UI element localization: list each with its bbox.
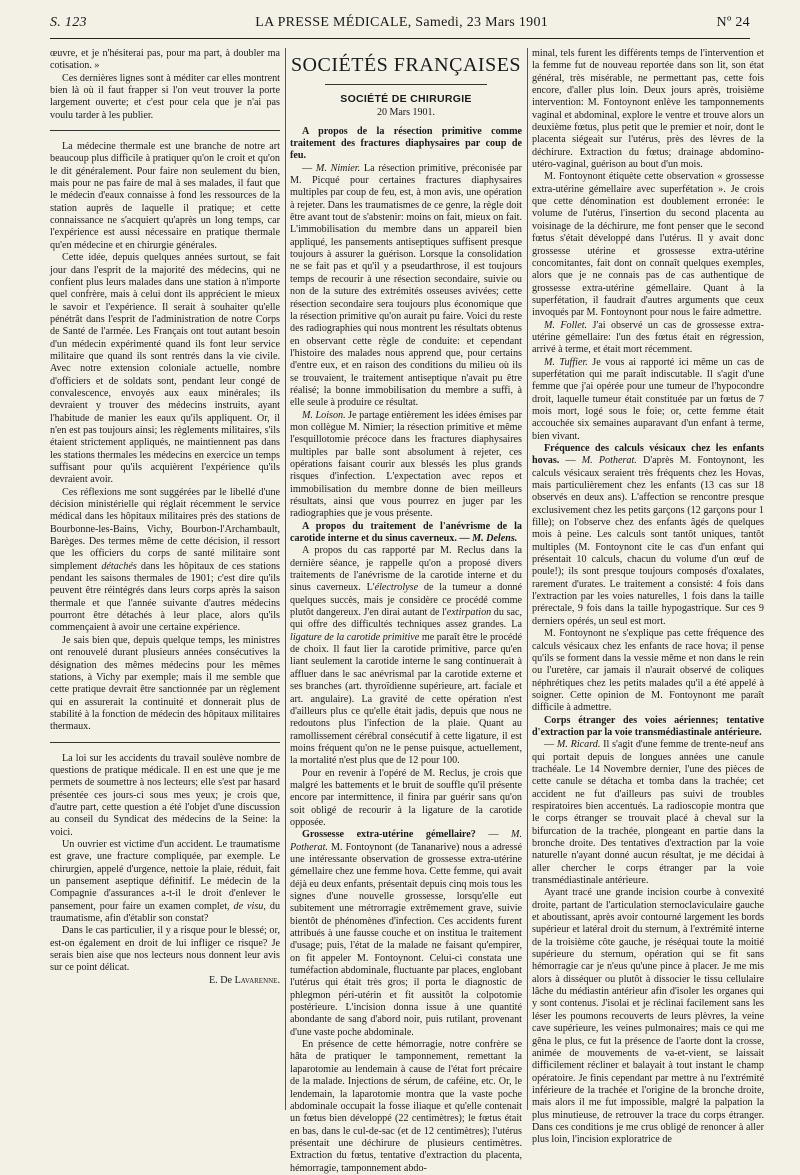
page-header <box>50 12 750 34</box>
paragraph: œuvre, et je n'hésiterai pas, pour ma part, à doubler ma cotisation. » <box>50 48 280 72</box>
paragraph: Ces réflexions me sont suggérées par le libellé d'une décision ministérielle qui réglait récemment le service médical dans les hôpitaux militaires près des stations de Bourbonne-les-Bains, Vichy, Bourbon-l'Archambault, Barèges. Des termes même de cette décision, il ressort que les officiers du corps de santé militaire sont simplement détachés dans les hôpitaux de ces stations pendant les saisons thermales de 1901; c'est dire qu'ils peuvent être réintégrés dans leurs corps après la saison thermale et que l'année suivante d'autres médecins pourront être détachés à leur place, alors qu'ils commençaient à avoir une certaine expérience. <box>50 486 280 634</box>
article-title: A propos du traitement de l'anévrisme de la carotide interne et du sinus caverneux. — M. Delens. <box>290 520 522 545</box>
paragraph: Pour en revenir à l'opéré de M. Reclus, je crois que malgré les battements et le bruit de souffle qu'il présente encore par intermittence, il finira par guérir sans qu'on soit obligé de recourir à la ligature de la carotide opposée. <box>290 767 522 828</box>
section-title: SOCIÉTÉS FRANÇAISES <box>290 54 522 76</box>
column-left <box>50 48 280 1175</box>
paragraph: — M. Ricard. Il s'agit d'une femme de trente-neuf ans qui portait depuis de longues années une canule trachéale. Le 14 Novembre dernier, l'une des pièces de cette canule se détacha et tomba dans la trachée; cet accident ne fut d'ailleurs pas suivi de troubles respiratoires bien accentués. La radioscopie montra que le corps étranger se trouvait placé à cheval sur la bifurcation de la trachée, plongeant en partie dans la bronche droite. Des tentatives d'extraction par la voie naturelle n'ayant donné aucun résultat, je me décidai à aller chercher le corps étranger par la voie transmédiastinale antérieure. <box>532 739 764 887</box>
article-title: A propos de la résection primitive comme traitement des fractures diaphysaires par coup de feu. <box>290 125 522 162</box>
section-title-rule <box>325 84 487 85</box>
paragraph: Ayant tracé une grande incision courbe à convexité droite, partant de l'articulation sternoclaviculaire gauche et aboutissant, après avoir contourné largement les bords supérieur et latéral droit du sternum, à l'extrémité interne de la troisième côte gauche, je réséquai toute la moitié supérieure du sternum, opération qui se fit sans hémorragie car je n'eus qu'une pince à placer. Je me mis alors à disséquer ou plutôt à dissocier le tissu cellulaire lâche du médiastin antérieur afin d'isoler les organes qui y sont contenus. J'isolai et je réclinai facilement sans les léser les poumons recouverts de leurs plèvres, la veine cave supérieure, les veines pulmonaires; mais ce qui me gêna le plus, ce fut la présence de l'aorte dont la crosse, animée de mouvements de va-et-vient, se laissait difficilement récliner et balayait à tout instant le champ opératoire. Je finis cependant par mettre à nu l'extrémité inférieure de la trachée et l'origine de la bronche droite, mais alors il me fut impossible, malgré la palpation la plus minutieuse, de retrouver la trace du corps étranger. Dans ces conditions je me crus obligé de renoncer à aller plus loin, l'incision exploratrice de <box>532 887 764 1146</box>
paragraph: Cette idée, depuis quelques années surtout, se fait jour dans l'esprit de la majorité des médecins, qui ne confient plus leurs malades dans une station à n'importe quel confrère, mais à celui dont ils apprécient le mieux le savoir et l'expérience. Il serait à souhaiter qu'elle pénétrât dans l'esprit de l'administration de notre Corps de Santé de l'armée. Les Français ont tout autant besoin d'un médecin expérimenté quand ils font leur service militaire que quand ils sont rentrés dans la vie civile. Avec notre extension coloniale actuelle, nombre d'officiers et de soldats sont, pendant leur congé de convalescence, envoyés aux eaux minérales; ils devraient y trouver des médecins instruits, ayant l'habitude de manier les eaux qu'ils appliquent. Or, il n'en est pas toujours ainsi; les règlements militaires, s'ils étaient strictement appliqués, ne maintiennent pas dans les stations thermales les médecins en exercice un temps suffisant pour qu'ils acquièrent l'expérience qu'ils devraient avoir. <box>50 252 280 486</box>
journal-title: LA PRESSE MÉDICALE, Samedi, 23 Mars 1901 <box>255 15 549 30</box>
paragraph: Dans le cas particulier, il y a risque pour le blessé; or, est-on également en droit de lui infliger ce risque? Je serais bien aise que nos lecteurs nous donnent leur avis sur ce point délicat. <box>50 925 280 974</box>
article-paragraph: Fréquence des calculs vésicaux chez les enfants hovas. — M. Potherat. D'après M. Fontoynont, les calculs vésicaux seraient très fréquents chez les Hovas, mais particulièrement chez les enfants (13 cas sur 18 observés en deux ans). L'affection se rencontre presque exclusivement chez les petits garçons (12 garçons pour 1 fille); on l'observe chez des enfants âgés de quelques mois à peine. Les calculs sont tantôt uniques, tantôt multiples (M. Fontoynont cite le cas d'un enfant qui présentait 10 calculs, chacun du volume d'un œuf de poule!); ils sont presque toujours composés d'oxalates, rarement d'urates. Le traitement a consisté: 4 fois dans l'extraction par les voies naturelles, 1 fois dans la taille prérectale, 9 fois dans la taille hypogastrique. Sur ces 9 derniers opérés, un seul est mort. <box>532 443 764 627</box>
session-date: 20 Mars 1901. <box>376 107 436 119</box>
paragraph: En présence de cette hémorragie, notre confrère se hâta de pratiquer le tamponnement, remettant la laparotomie au lendemain à cause de l'état fort précaire de la malade. Injections de sérum, de caféine, etc. Or, le lendemain, la laparotomie montra que la vaste poche abdominale occupait la fosse iliaque et qu'elle contenait un fœtus bien développé (22 centimètres); le fœtus était en bas, dans le cul-de-sac (et de 12 centimètres); l'utérus présentait une déchirure de plusieurs centimètres. Extraction du fœtus, tentative d'extraction du placenta, hémorragie, tamponnement abdo- <box>290 1039 522 1174</box>
section-divider <box>50 742 280 743</box>
paragraph: M. Tuffier. Je vous ai rapporté ici même un cas de superfétation qui me paraît indiscutable. Il s'agit d'une femme que j'ai opérée pour une tumeur de l'hypocondre droit, laquelle tumeur était constituée par un fœtus de 7 mois mort, logé sous le foie; or, cette femme était accouchée six semaines auparavant d'un enfant à terme, bien vivant. <box>532 356 764 442</box>
paragraph: A propos du cas rapporté par M. Reclus dans la dernière séance, je rappelle qu'on a proposé divers traitements de l'anévrisme de la carotide interne et du sinus caverneux. L'électrolyse de la tumeur a donné quelques succès, mais je considère ce procédé comme plutôt dangereux. J'en dirai autant de l'extirpation du sac, qui offre des difficultés techniques assez grandes. La ligature de la carotide primitive me paraît être le procédé de choix. Il faut lier la carotide primitive, parce qu'en liant seulement la carotide interne le sang continuerait à affluer dans le sac anévrismal par la carotide externe et ses branches (art. thyroïdienne supérieure, art. faciale et art. angulaire). La gravité de cette opération n'est d'ailleurs plus ce qu'elle était jadis, depuis que nous ne redoutons plus l'infection de la plaie. Quant au ramollissement cérébral consécutif à cette ligature, il est moins fréquent qu'on ne le pense puisque, actuellement, la mortalité n'est plus que de 12 pour 100. <box>290 545 522 767</box>
paragraph: Ces dernières lignes sont à méditer car elles montrent bien là où il faut frapper si l'on veut trouver la porte largement ouverte; et c'est pour cela que je n'ai pas voulu tarder à les publier. <box>50 72 280 121</box>
issue-number: Nº 24 <box>716 15 750 30</box>
paragraph: M. Follet. J'ai observé un cas de grossesse extra-utérine gémellaire: l'un des fœtus était en régression, arrivé à terme, et était mort récemment. <box>532 319 764 356</box>
header-rule <box>50 38 750 39</box>
article-paragraph: Grossesse extra-utérine gémellaire? — M. Potherat. M. Fontoynont (de Tananarive) nous a adressé une intéressante observation de grossesse extra-utérine gémellaire chez une femme hova. Cette femme, qui avait déjà eu deux enfants, présentait depuis cinq mois tous les signes d'une nouvelle grossesse, lorsqu'elle eut subitement une métrorragie extrêmement grave, suivie bientôt de phénomènes d'infection. Ces accidents furent attribués à une fausse couche et on institua le traitement d'usage; puis, l'état de la malade ne faisant qu'empirer, on fit appeler M. Fontoynont. Celui-ci constata une tuméfaction abdominale, fluctuante par places, englobant l'utérus qui était très gros; il porta le diagnostic de phlegmon péri-utérin et fit aussitôt la colpotomie postérieure. L'incision donna issue à une quantité abondante de sang d'abord noir, puis rutilant, provenant d'une vaste poche abdominale. <box>290 829 523 1038</box>
paragraph: La médecine thermale est une branche de notre art beaucoup plus difficile à pratiquer qu'on le croit et qu'on le dit généralement. Pour faire non seulement du bien, mais pour ne pas faire de mal à ses malades, il faut que le médecin d'eaux connaisse à fond les ressources de la station auprès de laquelle il pratique; et cette connaissance ne s'acquiert qu'après un long temps, car l'expérience est aussi nécessaire en pratique thermale qu'en médecine et en chirurgie générales. <box>50 141 280 251</box>
paragraph: La loi sur les accidents du travail soulève nombre de questions de pratique médicale. Il en est une que je me permets de soumettre à nos lecteurs; elle s'est par hasard présentée ces jours-ci sous mes yeux; je crois que, d'autre part, cette question a été l'objet d'une discussion au conseil du Syndicat des médecins de la Seine: la voici. <box>50 752 280 838</box>
paragraph: — M. Nimier. La résection primitive, préconisée par M. Picqué pour certaines fractures diaphysaires multiples par coup de feu, est, à mon avis, une opération à rejeter. Dans les traumatismes de ce genre, la règle doit être avant tout de s'abstenir: moins on fait, mieux on fait. L'immobilisation du membre dans un appareil bien appliqué, les pansements antiseptiques suffisent presque toujours à assurer la guérison. Lorsque la consolidation ne se fait pas et qu'il y a pseudarthrose, il est toujours temps de recourir à une résection secondaire, suivie ou non de la suture des extrémités osseuses avivées; cette résection secondaire sera toujours plus économique que la résection primitive qu'on aurait pu faire. Voici du reste des radiographies qui nous montrent les résultats obtenus en observant cette règle de conduite: et cependant l'histoire des malades nous apprend que, pour certains d'entre eux, et en raison des conditions du milieu où ils se trouvaient, le traitement antiseptique n'avait pu être réalisé; la bonne immobilisation du membre a suffi, à elle seule à produire ce résultat. <box>290 162 523 409</box>
paragraph: Un ouvrier est victime d'un accident. Le traumatisme est grave, une fracture compliquée, par exemple. Le chirurgien, appelé d'urgence, nettoie la plaie, réduit, fait un pansement aseptique définitif. Le médecin de la Compagnie d'assurances a-t-il le droit d'enlever le pansement, pour faire un examen complet, de visu, du traumatisme, afin d'établir son constat? <box>50 838 281 925</box>
paragraph: M. Loison. Je partage entièrement les idées émises par mon collègue M. Nimier; la résection primitive et même l'esquillotomie précoce dans les fractures diaphysaires multiples par balle sont absolument à rejeter, ces opérations faisant courir aux blessés les plus grands risques d'infection. L'expectation avec repos et immobilisation du membre donne de bien meilleurs résultats, ainsi que vous pourrez en juger par les radiographies que je vous présente. <box>290 409 522 520</box>
paragraph: Je sais bien que, depuis quelque temps, les ministres ont renouvelé durant plusieurs années consécutives la désignation des mêmes médecins pour les mêmes stations, à Vichy par exemple; mais il me semble que cette pratique devrait être sanctionnée par un règlement qui en assurerait la continuité et donnerait plus de stabilité à la fonction de médecin des hôpitaux militaires thermaux. <box>50 634 280 733</box>
author-signature: E. De Lavarenne. <box>208 974 280 986</box>
page-number: S. 123 <box>50 15 87 30</box>
article-title: Corps étranger des voies aériennes; tentative d'extraction par la voie transmédiastinale antérieure. <box>532 714 764 738</box>
column-right <box>532 48 764 1175</box>
society-title: SOCIÉTÉ DE CHIRURGIE <box>340 93 472 105</box>
paragraph: M. Fontoynont étiquète cette observation « grossesse extra-utérine gémellaire avec superfétation ». Je crois que cette dénomination est doublement erronée: le volume de l'utérus, l'insertion du second placenta au voisinage de la déchirure, me font penser que le second fœtus s'était développé dans l'utérus. Il y avait donc grossesse utérine et grossesse extra-utérine concomitantes, fait dont on connaît quelques exemples, alors que je ne connais pas de cas authentique de grossesse extra-utérine gémellaire. Quant à la superfétation, il faudrait d'autres arguments que ceux invoqués par M. Fontoynont pour nous le faire admettre. <box>532 171 764 319</box>
paragraph: M. Fontoynont ne s'explique pas cette fréquence des calculs vésicaux chez les enfants de race hova; il pense qu'ils se forment dans la vessie même et non dans le rein ou l'uretère, car jamais il n'aurait observé de coliques néphrétiques chez les petits malades qu'il a été appelé à soigner. Cette opinion de M. Fontoynont me paraît difficile à admettre. <box>532 628 764 714</box>
column-middle <box>290 48 522 1175</box>
paragraph: minal, tels furent les différents temps de l'intervention et la femme fut de nouveau reportée dans son lit, son état général, très misérable, ne permettant pas, cette fois encore, d'aller plus loin. Deux jours après, troisième intervention: M. Fontoynont enlève les tamponnements vaginal et abdominal, explore le ventre et trouve alors un deuxième fœtus, plus petit que le premier et noir, dont le placenta siégeait sur l'utérus, près des lèvres de la déchirure. Extraction du fœtus; drainage abdomino-utéro-vaginal, guérison au bout d'un mois. <box>532 48 764 171</box>
section-divider <box>50 130 280 131</box>
article-columns <box>50 48 764 1174</box>
